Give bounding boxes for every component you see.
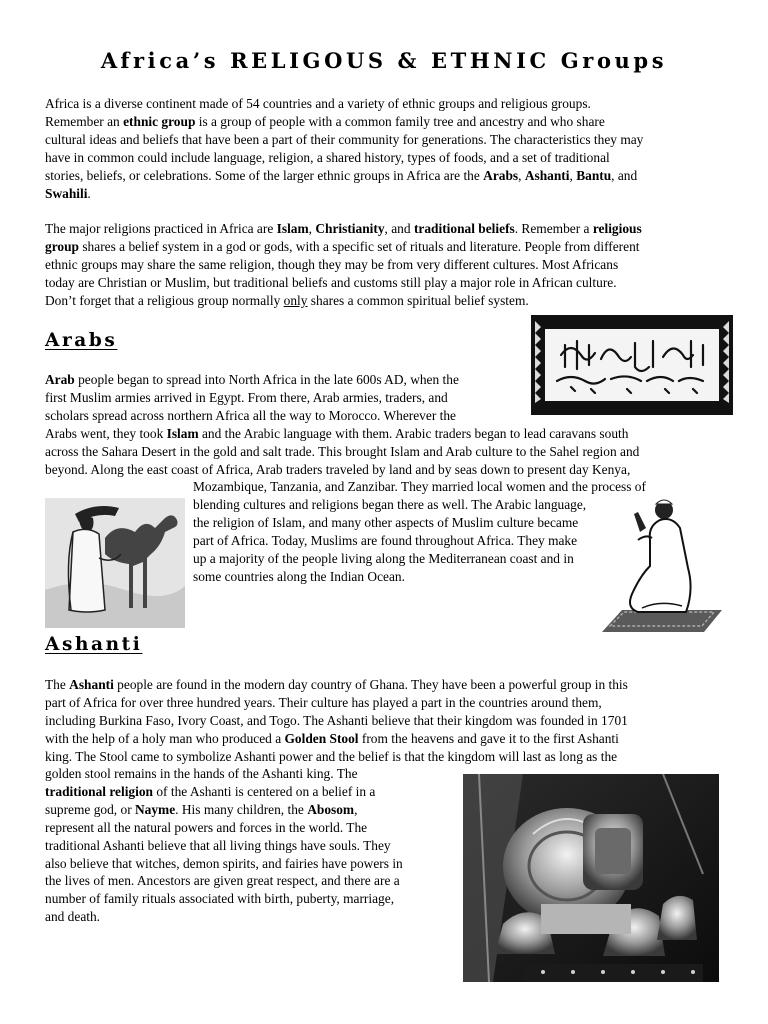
bold-term: Islam	[276, 221, 309, 236]
bold-term: Ashanti	[524, 167, 570, 183]
bold-term: Nayme	[135, 801, 176, 817]
intro-paragraph-religion	[45, 220, 642, 310]
text-segment: of the Ashanti is centered on a belief in a	[153, 783, 376, 799]
bold-term: traditional beliefs	[413, 221, 515, 236]
text-segment: The	[45, 677, 70, 692]
arabs-paragraph	[45, 371, 639, 478]
text-segment: supreme god, or	[45, 801, 135, 817]
bold-term: Christianity	[315, 221, 385, 236]
bold-term: Swahili	[45, 185, 88, 201]
text-line	[45, 220, 642, 238]
text-line: represent all the natural powers and forces in the world. The	[45, 819, 368, 835]
text-segment: , and	[611, 167, 638, 183]
text-line	[45, 676, 628, 694]
bold-term: Ashanti	[69, 677, 114, 692]
section-heading-arabs: Arabs	[45, 330, 118, 351]
text-line: part of Africa. Today, Muslims are found throughout Africa. They make	[193, 532, 578, 548]
text-segment: people began to spread into North Africa in the late 600s AD, when the	[74, 372, 459, 387]
text-line	[45, 425, 639, 443]
text-line: first Muslim armies arrived in Egypt. From there, Arab armies, traders, and	[45, 389, 448, 405]
text-line: blending cultures and religions began there as well. The Arabic language,	[193, 496, 587, 512]
section-heading-ashanti: Ashanti	[45, 634, 143, 655]
text-line	[45, 783, 403, 801]
text-segment: ,	[308, 221, 316, 236]
text-line: beyond. Along the east coast of Africa, Arab traders traveled by land and by seas down to present day Kenya,	[45, 461, 631, 477]
bold-term: Abosom	[307, 801, 355, 817]
text-segment: The major religions practiced in Africa are	[45, 221, 277, 236]
text-segment: shares a belief system in a god or gods, with a specific set of rituals and literature. People from different	[79, 238, 640, 254]
text-segment: ,	[569, 167, 577, 183]
bold-term: group	[45, 238, 79, 254]
text-segment: .	[87, 185, 91, 201]
text-segment: with the help of a holy man who produced a	[45, 730, 285, 746]
text-segment: ,	[518, 167, 525, 183]
bold-term: Islam	[166, 425, 199, 441]
text-segment: shares a common spiritual belief system.	[307, 292, 529, 308]
text-line: including Burkina Faso, Ivory Coast, and Togo. The Ashanti believe that their kingdom was founded in 1701	[45, 712, 628, 728]
text-line: part of Africa for over three hundred years. Their culture has played a part in the countries around them,	[45, 694, 602, 710]
bold-term: ethnic group	[123, 113, 196, 129]
text-line: ethnic groups may share the same religion, though they may be from very different cultures. Most Africans	[45, 256, 619, 272]
text-line: and death.	[45, 909, 101, 925]
text-line: number of family rituals associated with birth, puberty, marriage,	[45, 891, 395, 907]
text-line: scholars spread across northern Africa all the way to Morocco. Wherever the	[45, 407, 456, 423]
text-line	[45, 113, 643, 131]
text-segment: and the Arabic language with them. Arabic traders began to lead caravans south	[198, 425, 629, 441]
camel-traveler-clipart	[45, 498, 185, 628]
text-line: cultural ideas and beliefs that have been a part of their community for generations. The characteristics they may	[45, 131, 644, 147]
text-line: up a majority of the people living along the Mediterranean coast and in	[193, 550, 574, 566]
text-segment: . His many children, the	[175, 801, 308, 817]
text-line: the religion of Islam, and many other aspects of Muslim culture became	[193, 514, 579, 530]
golden-stool-photo	[463, 774, 719, 982]
text-segment: . Remember a	[514, 221, 593, 236]
bold-term: religious	[592, 221, 642, 236]
text-segment: ,	[354, 801, 358, 817]
text-line: golden stool remains in the hands of the Ashanti king. The	[45, 766, 358, 781]
text-segment: , and	[384, 221, 414, 236]
bold-term: Golden Stool	[284, 730, 359, 746]
text-line	[45, 292, 642, 310]
arabs-paragraph-continued	[193, 478, 646, 585]
text-segment: is a group of people with a common family tree and ancestry and who share	[195, 113, 605, 129]
page-title: Africa’s RELIGOUS & ETHNIC Groups	[100, 48, 668, 73]
text-segment: Arabs went, they took	[45, 425, 167, 441]
bold-term: traditional religion	[45, 783, 153, 799]
text-line: have in common could include language, religion, a shared history, types of foods, and a set of traditional	[45, 149, 610, 165]
praying-man-clipart	[598, 496, 728, 638]
text-line: also believe that witches, demon spirits, and fairies have powers in	[45, 855, 403, 871]
text-line: the lives of men. Ancestors are given great respect, and there are a	[45, 873, 400, 889]
text-line: across the Sahara Desert in the gold and salt trade. This brought Islam and Arab culture to the Sahel region and	[45, 443, 640, 459]
text-line	[45, 185, 643, 203]
text-line	[45, 238, 642, 256]
ashanti-paragraph	[45, 676, 628, 766]
text-line	[45, 801, 403, 819]
text-line	[45, 730, 628, 748]
text-line: some countries along the Indian Ocean.	[193, 568, 405, 584]
underlined-term: only	[283, 292, 308, 308]
text-segment: people are found in the modern day country of Ghana. They have been a powerful group in this	[113, 677, 628, 692]
text-line: Mozambique, Tanzania, and Zanzibar. They married local women and the process of	[193, 479, 646, 494]
text-line: king. The Stool came to symbolize Ashanti power and the belief is that the kingdom will last as long as the	[45, 748, 618, 764]
bold-term: Arab	[45, 372, 75, 387]
bold-term: Arabs	[483, 167, 519, 183]
text-segment: Remember an	[45, 113, 124, 129]
text-segment: Don’t forget that a religious group normally	[45, 292, 284, 308]
text-line	[45, 167, 643, 185]
text-line: traditional Ashanti believe that all living things have souls. They	[45, 837, 391, 853]
text-line	[45, 371, 639, 389]
text-segment: from the heavens and gave it to the first Ashanti	[358, 730, 619, 746]
text-line: Africa is a diverse continent made of 54 countries and a variety of ethnic groups and religious groups.	[45, 96, 591, 111]
bold-term: Bantu	[576, 167, 612, 183]
text-line: today are Christian or Muslim, but traditional beliefs and customs still play a major role in African culture.	[45, 274, 617, 290]
text-segment: stories, beliefs, or celebrations. Some of the larger ethnic groups in Africa are the	[45, 167, 484, 183]
ashanti-paragraph-continued	[45, 765, 403, 926]
intro-paragraph-ethnic	[45, 95, 643, 202]
